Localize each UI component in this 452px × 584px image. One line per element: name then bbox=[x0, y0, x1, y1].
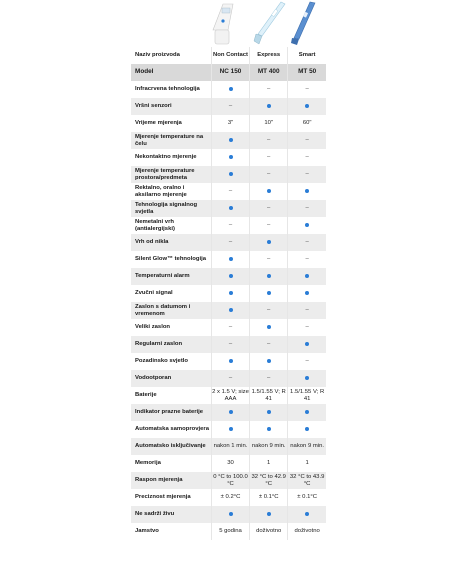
spec-value: ± 0.1°C bbox=[250, 489, 288, 506]
feature-dot-cell bbox=[250, 404, 288, 421]
dash-mark: – bbox=[228, 103, 233, 110]
feature-dot-cell bbox=[288, 370, 326, 387]
feature-dot-icon bbox=[229, 291, 233, 295]
feature-dot-cell bbox=[250, 183, 288, 200]
feature-dot-cell bbox=[288, 404, 326, 421]
feature-dot-cell bbox=[211, 81, 249, 98]
table-row bbox=[131, 149, 326, 166]
spec-value: 1 bbox=[288, 455, 326, 472]
row-label: Ne sadrži živu bbox=[131, 506, 211, 523]
feature-dot-icon bbox=[267, 291, 271, 295]
spec-value: doživotno bbox=[288, 523, 326, 540]
row-label: Regularni zaslon bbox=[131, 336, 211, 353]
feature-dot-icon bbox=[305, 104, 309, 108]
spec-value: 0 °C to 100.0 °C bbox=[211, 472, 249, 489]
feature-dot-cell bbox=[211, 506, 249, 523]
row-label: Temperaturni alarm bbox=[131, 268, 211, 285]
spec-value: 5 godina bbox=[211, 523, 249, 540]
table-row bbox=[131, 421, 326, 438]
feature-dot-icon bbox=[267, 359, 271, 363]
feature-dash-cell bbox=[288, 200, 326, 217]
dash-mark: – bbox=[305, 358, 309, 365]
dash-mark: – bbox=[228, 239, 233, 246]
spec-value: ± 0.1°C bbox=[288, 489, 326, 506]
row-label: Raspon mjerenja bbox=[131, 472, 211, 489]
dash-mark: – bbox=[267, 256, 271, 263]
feature-dot-icon bbox=[267, 104, 271, 108]
spec-value: doživotno bbox=[250, 523, 288, 540]
model-value: MT 50 bbox=[288, 64, 326, 81]
table-row bbox=[131, 98, 326, 115]
row-label: Vrh od nikla bbox=[131, 234, 211, 251]
spec-value: 2 x 1.5 V; size AAA bbox=[211, 387, 249, 404]
spec-value: 10" bbox=[250, 115, 288, 132]
feature-dot-cell bbox=[211, 132, 249, 149]
product-images bbox=[0, 0, 452, 46]
feature-dot-icon bbox=[267, 240, 271, 244]
feature-dot-cell bbox=[288, 336, 326, 353]
feature-dash-cell bbox=[288, 302, 326, 319]
feature-dot-icon bbox=[229, 410, 233, 414]
feature-dot-icon bbox=[229, 274, 233, 278]
table-row bbox=[131, 523, 326, 540]
row-label: Vrijeme mjerenja bbox=[131, 115, 211, 132]
row-label: Automatska samoprovjera bbox=[131, 421, 211, 438]
express-thermometer-image bbox=[254, 2, 285, 44]
row-label: Rektalno, oralno i aksilarno mjerenje bbox=[131, 183, 211, 200]
row-label: Mjerenje temperature na čelu bbox=[131, 132, 211, 149]
feature-dot-cell bbox=[288, 98, 326, 115]
feature-dot-cell bbox=[250, 285, 288, 302]
dash-mark: – bbox=[267, 341, 271, 348]
row-label: Nemetalni vrh (antialergijski) bbox=[131, 217, 211, 234]
feature-dot-icon bbox=[305, 189, 309, 193]
feature-dot-icon bbox=[305, 223, 309, 227]
table-row bbox=[131, 115, 326, 132]
dash-mark: – bbox=[305, 137, 309, 144]
dash-mark: – bbox=[228, 375, 233, 382]
table-row bbox=[131, 489, 326, 506]
model-value: MT 400 bbox=[250, 64, 288, 81]
spec-value: 32 °C to 43.9 °C bbox=[288, 472, 326, 489]
table-row bbox=[131, 200, 326, 217]
feature-dot-cell bbox=[250, 353, 288, 370]
feature-dot-cell bbox=[250, 421, 288, 438]
row-label: Preciznost mjerenja bbox=[131, 489, 211, 506]
model-value: NC 150 bbox=[211, 64, 249, 81]
feature-dot-icon bbox=[229, 87, 233, 91]
table-row bbox=[131, 285, 326, 302]
row-label: Baterije bbox=[131, 387, 211, 404]
feature-dot-cell bbox=[250, 506, 288, 523]
feature-dot-cell bbox=[211, 353, 249, 370]
dash-mark: – bbox=[305, 205, 309, 212]
feature-dot-icon bbox=[229, 138, 233, 142]
feature-dot-cell bbox=[250, 234, 288, 251]
row-label: Indikator prazne baterije bbox=[131, 404, 211, 421]
header-product-non-contact: Non Contact bbox=[211, 47, 249, 64]
feature-dot-icon bbox=[229, 257, 233, 261]
feature-dash-cell bbox=[211, 98, 249, 115]
table-row bbox=[131, 404, 326, 421]
feature-dot-icon bbox=[229, 308, 233, 312]
dash-mark: – bbox=[305, 154, 309, 161]
feature-dot-cell bbox=[250, 268, 288, 285]
dash-mark: – bbox=[267, 205, 271, 212]
feature-dash-cell bbox=[211, 319, 249, 336]
feature-dot-icon bbox=[267, 512, 271, 516]
feature-dash-cell bbox=[211, 217, 249, 234]
feature-dash-cell bbox=[250, 370, 288, 387]
spec-value: 32 °C to 42.9 °C bbox=[250, 472, 288, 489]
dash-mark: – bbox=[228, 324, 233, 331]
table-row bbox=[131, 438, 326, 455]
table-row bbox=[131, 506, 326, 523]
feature-dash-cell bbox=[250, 166, 288, 183]
feature-dash-cell bbox=[288, 166, 326, 183]
row-label: Vršni senzori bbox=[131, 98, 211, 115]
row-label: Pozadinsko svjetlo bbox=[131, 353, 211, 370]
table-row bbox=[131, 353, 326, 370]
table-row bbox=[131, 183, 326, 200]
table-row bbox=[131, 302, 326, 319]
dash-mark: – bbox=[228, 222, 233, 229]
feature-dash-cell bbox=[250, 336, 288, 353]
table-row bbox=[131, 132, 326, 149]
feature-dash-cell bbox=[250, 251, 288, 268]
feature-dot-cell bbox=[288, 285, 326, 302]
feature-dash-cell bbox=[250, 217, 288, 234]
spec-value: 1.5/1.55 V; R 41 bbox=[250, 387, 288, 404]
feature-dot-icon bbox=[305, 427, 309, 431]
table-row bbox=[131, 234, 326, 251]
dash-mark: – bbox=[267, 222, 271, 229]
spec-value: 60" bbox=[288, 115, 326, 132]
spec-value: 1.5/1.55 V; R 41 bbox=[288, 387, 326, 404]
feature-dash-cell bbox=[250, 200, 288, 217]
feature-dot-cell bbox=[211, 268, 249, 285]
feature-dot-icon bbox=[305, 410, 309, 414]
row-label: Tehnologija signalnog svjetla bbox=[131, 200, 211, 217]
dash-mark: – bbox=[267, 86, 271, 93]
table-row bbox=[131, 370, 326, 387]
feature-dash-cell bbox=[288, 353, 326, 370]
dash-mark: – bbox=[305, 86, 309, 93]
spec-value: 3" bbox=[211, 115, 249, 132]
feature-dash-cell bbox=[211, 370, 249, 387]
feature-dot-cell bbox=[211, 149, 249, 166]
row-label: Mjerenje temperature prostora/predmeta bbox=[131, 166, 211, 183]
feature-dot-icon bbox=[267, 410, 271, 414]
dash-mark: – bbox=[267, 307, 271, 314]
dash-mark: – bbox=[267, 154, 271, 161]
dash-mark: – bbox=[228, 341, 233, 348]
feature-dash-cell bbox=[288, 149, 326, 166]
row-label: Silent Glow™ tehnologija bbox=[131, 251, 211, 268]
row-label: Infracrvena tehnologija bbox=[131, 81, 211, 98]
spec-value: ± 0.2°C bbox=[211, 489, 249, 506]
feature-dot-cell bbox=[211, 421, 249, 438]
feature-dot-icon bbox=[229, 206, 233, 210]
dash-mark: – bbox=[267, 171, 271, 178]
spec-value: nakon 9 min. bbox=[250, 438, 288, 455]
row-label: Jamstvo bbox=[131, 523, 211, 540]
feature-dash-cell bbox=[288, 81, 326, 98]
feature-dot-cell bbox=[211, 302, 249, 319]
feature-dash-cell bbox=[250, 81, 288, 98]
model-label: Model bbox=[131, 64, 211, 81]
row-label: Zaslon s datumom i vremenom bbox=[131, 302, 211, 319]
feature-dot-icon bbox=[229, 427, 233, 431]
spec-value: nakon 1 min. bbox=[211, 438, 249, 455]
feature-dash-cell bbox=[288, 251, 326, 268]
table-row bbox=[131, 319, 326, 336]
feature-dot-cell bbox=[288, 268, 326, 285]
feature-dash-cell bbox=[211, 336, 249, 353]
comparison-table bbox=[131, 47, 326, 540]
feature-dot-icon bbox=[305, 512, 309, 516]
row-label: Nekontaktno mjerenje bbox=[131, 149, 211, 166]
feature-dot-icon bbox=[229, 172, 233, 176]
feature-dot-cell bbox=[211, 166, 249, 183]
header-label: Naziv proizvoda bbox=[131, 47, 211, 64]
header-product-smart: Smart bbox=[288, 47, 326, 64]
row-label: Automatsko isključivanje bbox=[131, 438, 211, 455]
feature-dot-icon bbox=[229, 155, 233, 159]
feature-dot-icon bbox=[267, 189, 271, 193]
feature-dot-cell bbox=[288, 217, 326, 234]
feature-dot-cell bbox=[250, 319, 288, 336]
feature-dash-cell bbox=[288, 234, 326, 251]
dash-mark: – bbox=[305, 324, 309, 331]
feature-dot-cell bbox=[288, 421, 326, 438]
feature-dot-icon bbox=[229, 359, 233, 363]
dash-mark: – bbox=[267, 375, 271, 382]
table-row bbox=[131, 455, 326, 472]
table-row bbox=[131, 166, 326, 183]
feature-dash-cell bbox=[288, 132, 326, 149]
feature-dash-cell bbox=[250, 132, 288, 149]
table-row bbox=[131, 336, 326, 353]
feature-dash-cell bbox=[211, 183, 249, 200]
feature-dot-cell bbox=[211, 251, 249, 268]
feature-dot-cell bbox=[250, 98, 288, 115]
row-label: Zvučni signal bbox=[131, 285, 211, 302]
dash-mark: – bbox=[305, 256, 309, 263]
feature-dot-icon bbox=[229, 512, 233, 516]
feature-dash-cell bbox=[250, 149, 288, 166]
feature-dot-cell bbox=[211, 200, 249, 217]
dash-mark: – bbox=[305, 239, 309, 246]
feature-dot-cell bbox=[211, 404, 249, 421]
table-row bbox=[131, 472, 326, 489]
dash-mark: – bbox=[305, 307, 309, 314]
feature-dot-icon bbox=[267, 325, 271, 329]
feature-dot-icon bbox=[267, 274, 271, 278]
feature-dot-icon bbox=[305, 274, 309, 278]
dash-mark: – bbox=[228, 188, 233, 195]
feature-dash-cell bbox=[211, 234, 249, 251]
feature-dash-cell bbox=[288, 319, 326, 336]
smart-thermometer-image bbox=[291, 2, 315, 45]
feature-dot-icon bbox=[305, 291, 309, 295]
feature-dot-cell bbox=[288, 183, 326, 200]
row-label: Vodootporan bbox=[131, 370, 211, 387]
dash-mark: – bbox=[305, 171, 309, 178]
feature-dot-cell bbox=[288, 506, 326, 523]
table-row bbox=[131, 81, 326, 98]
feature-dash-cell bbox=[250, 302, 288, 319]
row-label: Veliki zaslon bbox=[131, 319, 211, 336]
dash-mark: – bbox=[267, 137, 271, 144]
table-header-row bbox=[131, 47, 326, 64]
header-product-express: Express bbox=[250, 47, 288, 64]
table-row bbox=[131, 268, 326, 285]
table-row bbox=[131, 217, 326, 234]
spec-value: 1 bbox=[250, 455, 288, 472]
feature-dot-icon bbox=[267, 427, 271, 431]
table-row bbox=[131, 251, 326, 268]
spec-value: nakon 9 min. bbox=[288, 438, 326, 455]
table-row bbox=[131, 387, 326, 404]
non-contact-thermometer-image bbox=[213, 4, 233, 44]
spec-value: 30 bbox=[211, 455, 249, 472]
feature-dot-cell bbox=[211, 285, 249, 302]
feature-dot-icon bbox=[305, 342, 309, 346]
feature-dot-icon bbox=[305, 376, 309, 380]
model-row bbox=[131, 64, 326, 81]
row-label: Memorija bbox=[131, 455, 211, 472]
